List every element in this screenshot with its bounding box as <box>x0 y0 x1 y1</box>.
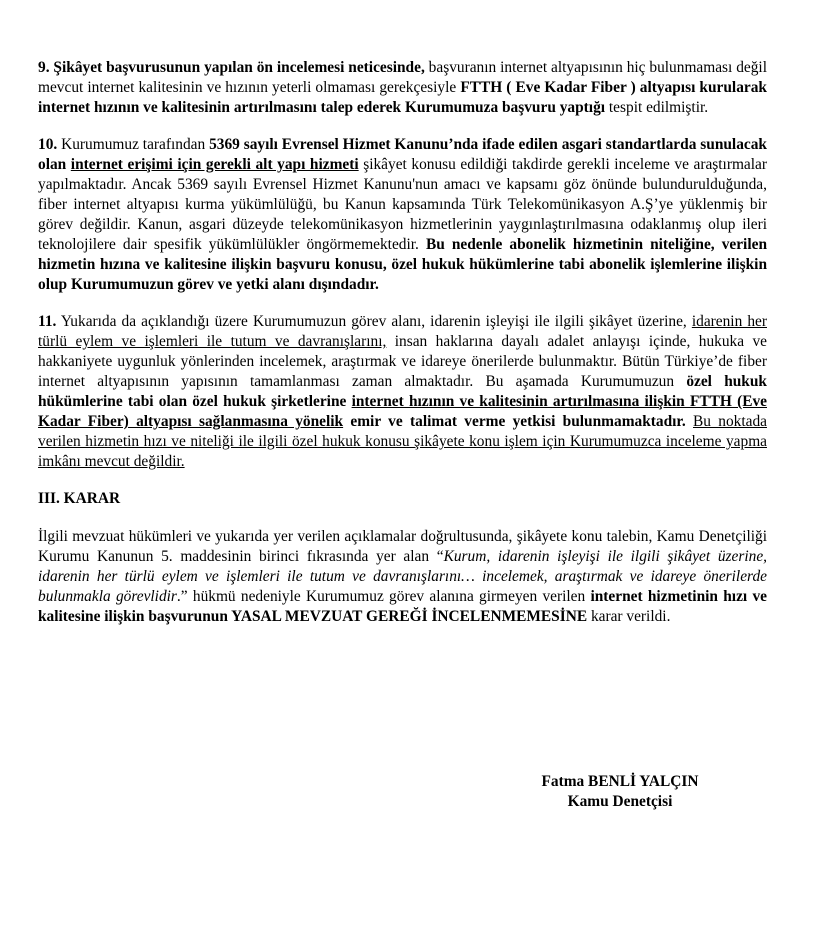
text-run: internet hızının ve kalitesinin artırılmasına ilişkin FTTH (Eve Kadar Fiber) altyapısı sağlanmasına yönelik <box>38 393 767 430</box>
text-run: Bu noktada verilen hizmetin hızı ve niteliği ile ilgili özel hukuk konusu şikâyete konu işlem için Kurumumuzca inceleme yapma imkânı mevcut değildir. <box>38 413 767 470</box>
text-run: tespit edilmiştir. <box>605 99 709 116</box>
text-run: Kurum, idarenin işleyişi ile ilgili şikâyet üzerine, idarenin her türlü eylem ve işlemleri ile tutum ve davranışlarını… incelemek, araştırmak ve idareye önerilerde bulunmakla görevlidir <box>38 548 767 605</box>
paragraph-11 <box>38 312 767 472</box>
signatory-title: Kamu Denetçisi <box>567 793 673 810</box>
signatory-name: Fatma BENLİ YALÇIN <box>541 773 699 790</box>
text-run: .” hükmü nedeniyle Kurumumuz görev alanına girmeyen verilen <box>176 588 591 605</box>
text-run: insan haklarına dayalı adalet anlayışı içinde, hukuka ve hakkaniyete uygunluk yönlerinden incelemek, araştırmak ve idareye önerilerde bulunmaktır. Bütün Türkiye’de fiber internet altyapısının yapısının tamamlanması zaman almaktadır. Bu aşamada Kurumumuzun <box>38 333 768 390</box>
text-run: Bu nedenle abonelik hizmetinin niteliğine, verilen hizmetin hızına ve kalitesine ilişkin başvuru konusu, özel hukuk hükümlerine tabi abonelik işlemlerine ilişkin olup Kurumumuzun görev ve yetki alanı dışındadır. <box>38 236 768 293</box>
paragraph-9 <box>38 58 767 118</box>
text-run: 5369 sayılı Evrensel Hizmet Kanunu’nda ifade edilen asgari standartlarda sunulacak olan <box>38 136 767 173</box>
text-run: başvuranın internet altyapısının hiç bulunmaması değil mevcut internet kalitesinin ve hızının yeterli olmaması gerekçesiyle <box>38 59 767 96</box>
text-run: 10. <box>38 136 58 153</box>
document-body <box>38 58 767 644</box>
text-run: emir ve talimat verme yetkisi bulunmamaktadır. <box>343 413 686 430</box>
section-heading: III. KARAR <box>38 490 121 507</box>
text-run: internet hizmetinin hızı ve kalitesine ilişkin başvurunun YASAL MEVZUAT GEREĞİ İNCELENMEMESİNE <box>38 588 767 625</box>
text-run: Kurumumuz tarafından <box>57 136 210 153</box>
text-run: İlgili mevzuat hükümleri ve yukarıda yer verilen açıklamalar doğrultusunda, şikâyete konu talebin, Kamu Denetçiliği Kurumu Kanunun 5. maddesinin birinci fıkrasında yer alan “ <box>38 528 767 565</box>
text-run: şikâyet konusu edildiği takdirde gerekli inceleme ve araştırmalar yapılmaktadır. Ancak 5369 sayılı Evrensel Hizmet Kanunu'nun amacı ve kapsamı göz önünde bulundurulduğunda, fiber internet altyapısı kurma yükümlülüğü, bu Kanun kapsamında Türk Telekomünikasyon A.Ş’ye yüklenmiş bir görev değildir. Kanun, asgari düzeyde telekomünikasyon hizmetlerinin yaygınlaştırılmasına odaklanmış olup ileri teknolojilere dair spesifik yükümlülükler öngörmemektedir. <box>38 156 767 253</box>
text-run: FTTH ( Eve Kadar Fiber ) altyapısı kurularak internet hızının ve kalitesinin artırılmasını talep ederek Kurumumuza başvuru yaptığı <box>38 79 767 116</box>
text-run: idarenin her türlü eylem ve işlemleri ile tutum ve davranışlarını, <box>38 313 767 350</box>
text-run: karar verildi. <box>587 608 671 625</box>
text-run: 9. Şikâyet başvurusunun yapılan ön incelemesi neticesinde, <box>38 59 425 76</box>
text-run: internet erişimi için gerekli alt yapı hizmeti <box>70 156 359 173</box>
text-run: özel hukuk hükümlerine tabi olan özel hukuk şirketlerine <box>38 373 767 410</box>
decision-paragraph <box>38 527 767 627</box>
text-run: 11. <box>38 313 57 330</box>
text-run: Yukarıda da açıklandığı üzere Kurumumuzun görev alanı, idarenin işleyişi ile ilgili şikâyet üzerine, <box>56 313 692 330</box>
text-run <box>686 413 693 430</box>
signature-block <box>520 772 720 812</box>
paragraph-10 <box>38 135 767 295</box>
